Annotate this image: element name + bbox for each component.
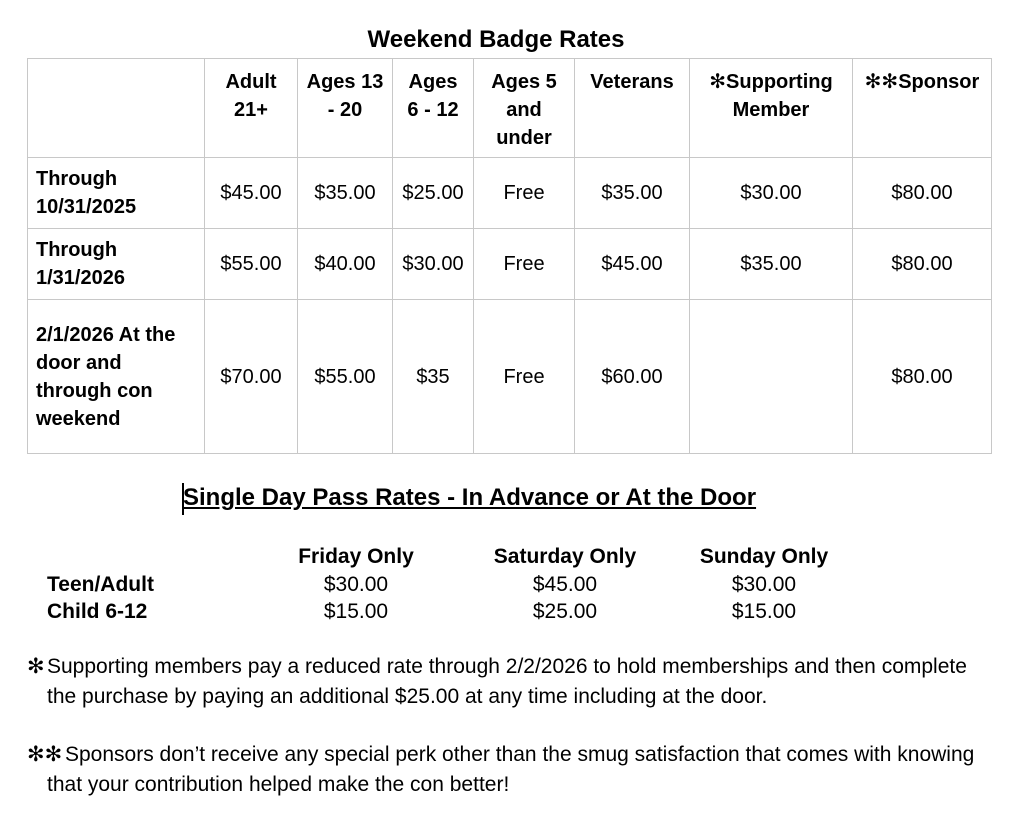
page-title (0, 26, 1024, 56)
price-cell: Free (474, 158, 575, 229)
price-cell: $35.00 (575, 158, 690, 229)
row-label-at-the-door (28, 300, 205, 454)
row-label-through-10-31-2025 (28, 158, 205, 229)
price-cell: $80.00 (853, 300, 992, 454)
header-ages-13-20-text: Ages 13 - 20 (306, 71, 384, 121)
header-cell-ages-6-12 (393, 59, 474, 158)
row-label-text: Through 10/31/2025 (36, 168, 137, 218)
footnote-text-wrap (27, 740, 987, 800)
table-row (28, 229, 992, 300)
price-cell: $35.00 (690, 229, 853, 300)
header-supporting-member-text: ✻Supporting Member (709, 71, 833, 121)
header-ages-5-under-text: Ages 5 and under (491, 71, 557, 149)
table-row (28, 300, 992, 454)
price-cell: $30.00 (690, 158, 853, 229)
row-label-child-6-12: Child 6-12 (47, 600, 148, 623)
header-cell-ages-5-under (474, 59, 575, 158)
header-cell-empty (28, 59, 205, 158)
double-asterisk-icon: ✻✻ (27, 743, 63, 766)
column-sunday-only: Sunday Only (699, 545, 829, 568)
row-label-teen-adult: Teen/Adult (47, 573, 154, 596)
price-cell: $25.00 (532, 600, 598, 623)
price-cell: $55.00 (298, 300, 393, 454)
price-cell: $55.00 (205, 229, 298, 300)
price-cell: $15.00 (323, 600, 389, 623)
price-cell: Free (474, 300, 575, 454)
column-friday-only: Friday Only (298, 545, 414, 568)
price-cell: $25.00 (393, 158, 474, 229)
row-label-text: 2/1/2026 At the door and through con weekend (36, 323, 176, 430)
price-cell: $70.00 (205, 300, 298, 454)
column-saturday-only: Saturday Only (493, 545, 637, 568)
price-cell: $80.00 (853, 158, 992, 229)
price-cell: $30.00 (731, 573, 797, 596)
price-cell: $80.00 (853, 229, 992, 300)
footnote-supporting-members (27, 652, 987, 712)
header-ages-6-12-text: Ages 6 - 12 (407, 71, 459, 121)
price-cell: $40.00 (298, 229, 393, 300)
weekend-badge-rates-table (27, 58, 992, 454)
header-cell-ages-13-20 (298, 59, 393, 158)
table-row (28, 158, 992, 229)
price-cell: $45.00 (532, 573, 598, 596)
price-cell: $15.00 (731, 600, 797, 623)
single-day-title: Single Day Pass Rates - In Advance or At the Door (183, 484, 757, 511)
price-cell: Free (474, 229, 575, 300)
header-cell-supporting-member (690, 59, 853, 158)
footnote-sponsors (27, 740, 987, 800)
row-label-through-1-31-2026 (28, 229, 205, 300)
price-cell: $60.00 (575, 300, 690, 454)
header-cell-sponsor: ✻✻Sponsor (853, 59, 992, 158)
row-label-text: Through 1/31/2026 (36, 239, 125, 289)
price-cell: $35.00 (298, 158, 393, 229)
price-cell: $45.00 (205, 158, 298, 229)
footnote-text: Sponsors don’t receive any special perk other than the smug satisfaction that comes with knowing that your contribution helped make the con better! (47, 743, 975, 796)
asterisk-icon: ✻ (27, 655, 45, 678)
price-cell: $35 (393, 300, 474, 454)
header-cell-adult (205, 59, 298, 158)
header-adult-text: Adult 21+ (225, 71, 277, 121)
price-cell: $30.00 (393, 229, 474, 300)
price-cell (690, 300, 853, 454)
table-header-row (28, 59, 992, 158)
footnote-text: Supporting members pay a reduced rate through 2/2/2026 to hold memberships and then complete the purchase by paying an additional $25.00 at any time including at the door. (47, 655, 967, 708)
price-cell: $45.00 (575, 229, 690, 300)
header-cell-veterans: Veterans (575, 59, 690, 158)
page-title-text: Weekend Badge Rates (367, 26, 625, 53)
price-cell: $30.00 (323, 573, 389, 596)
